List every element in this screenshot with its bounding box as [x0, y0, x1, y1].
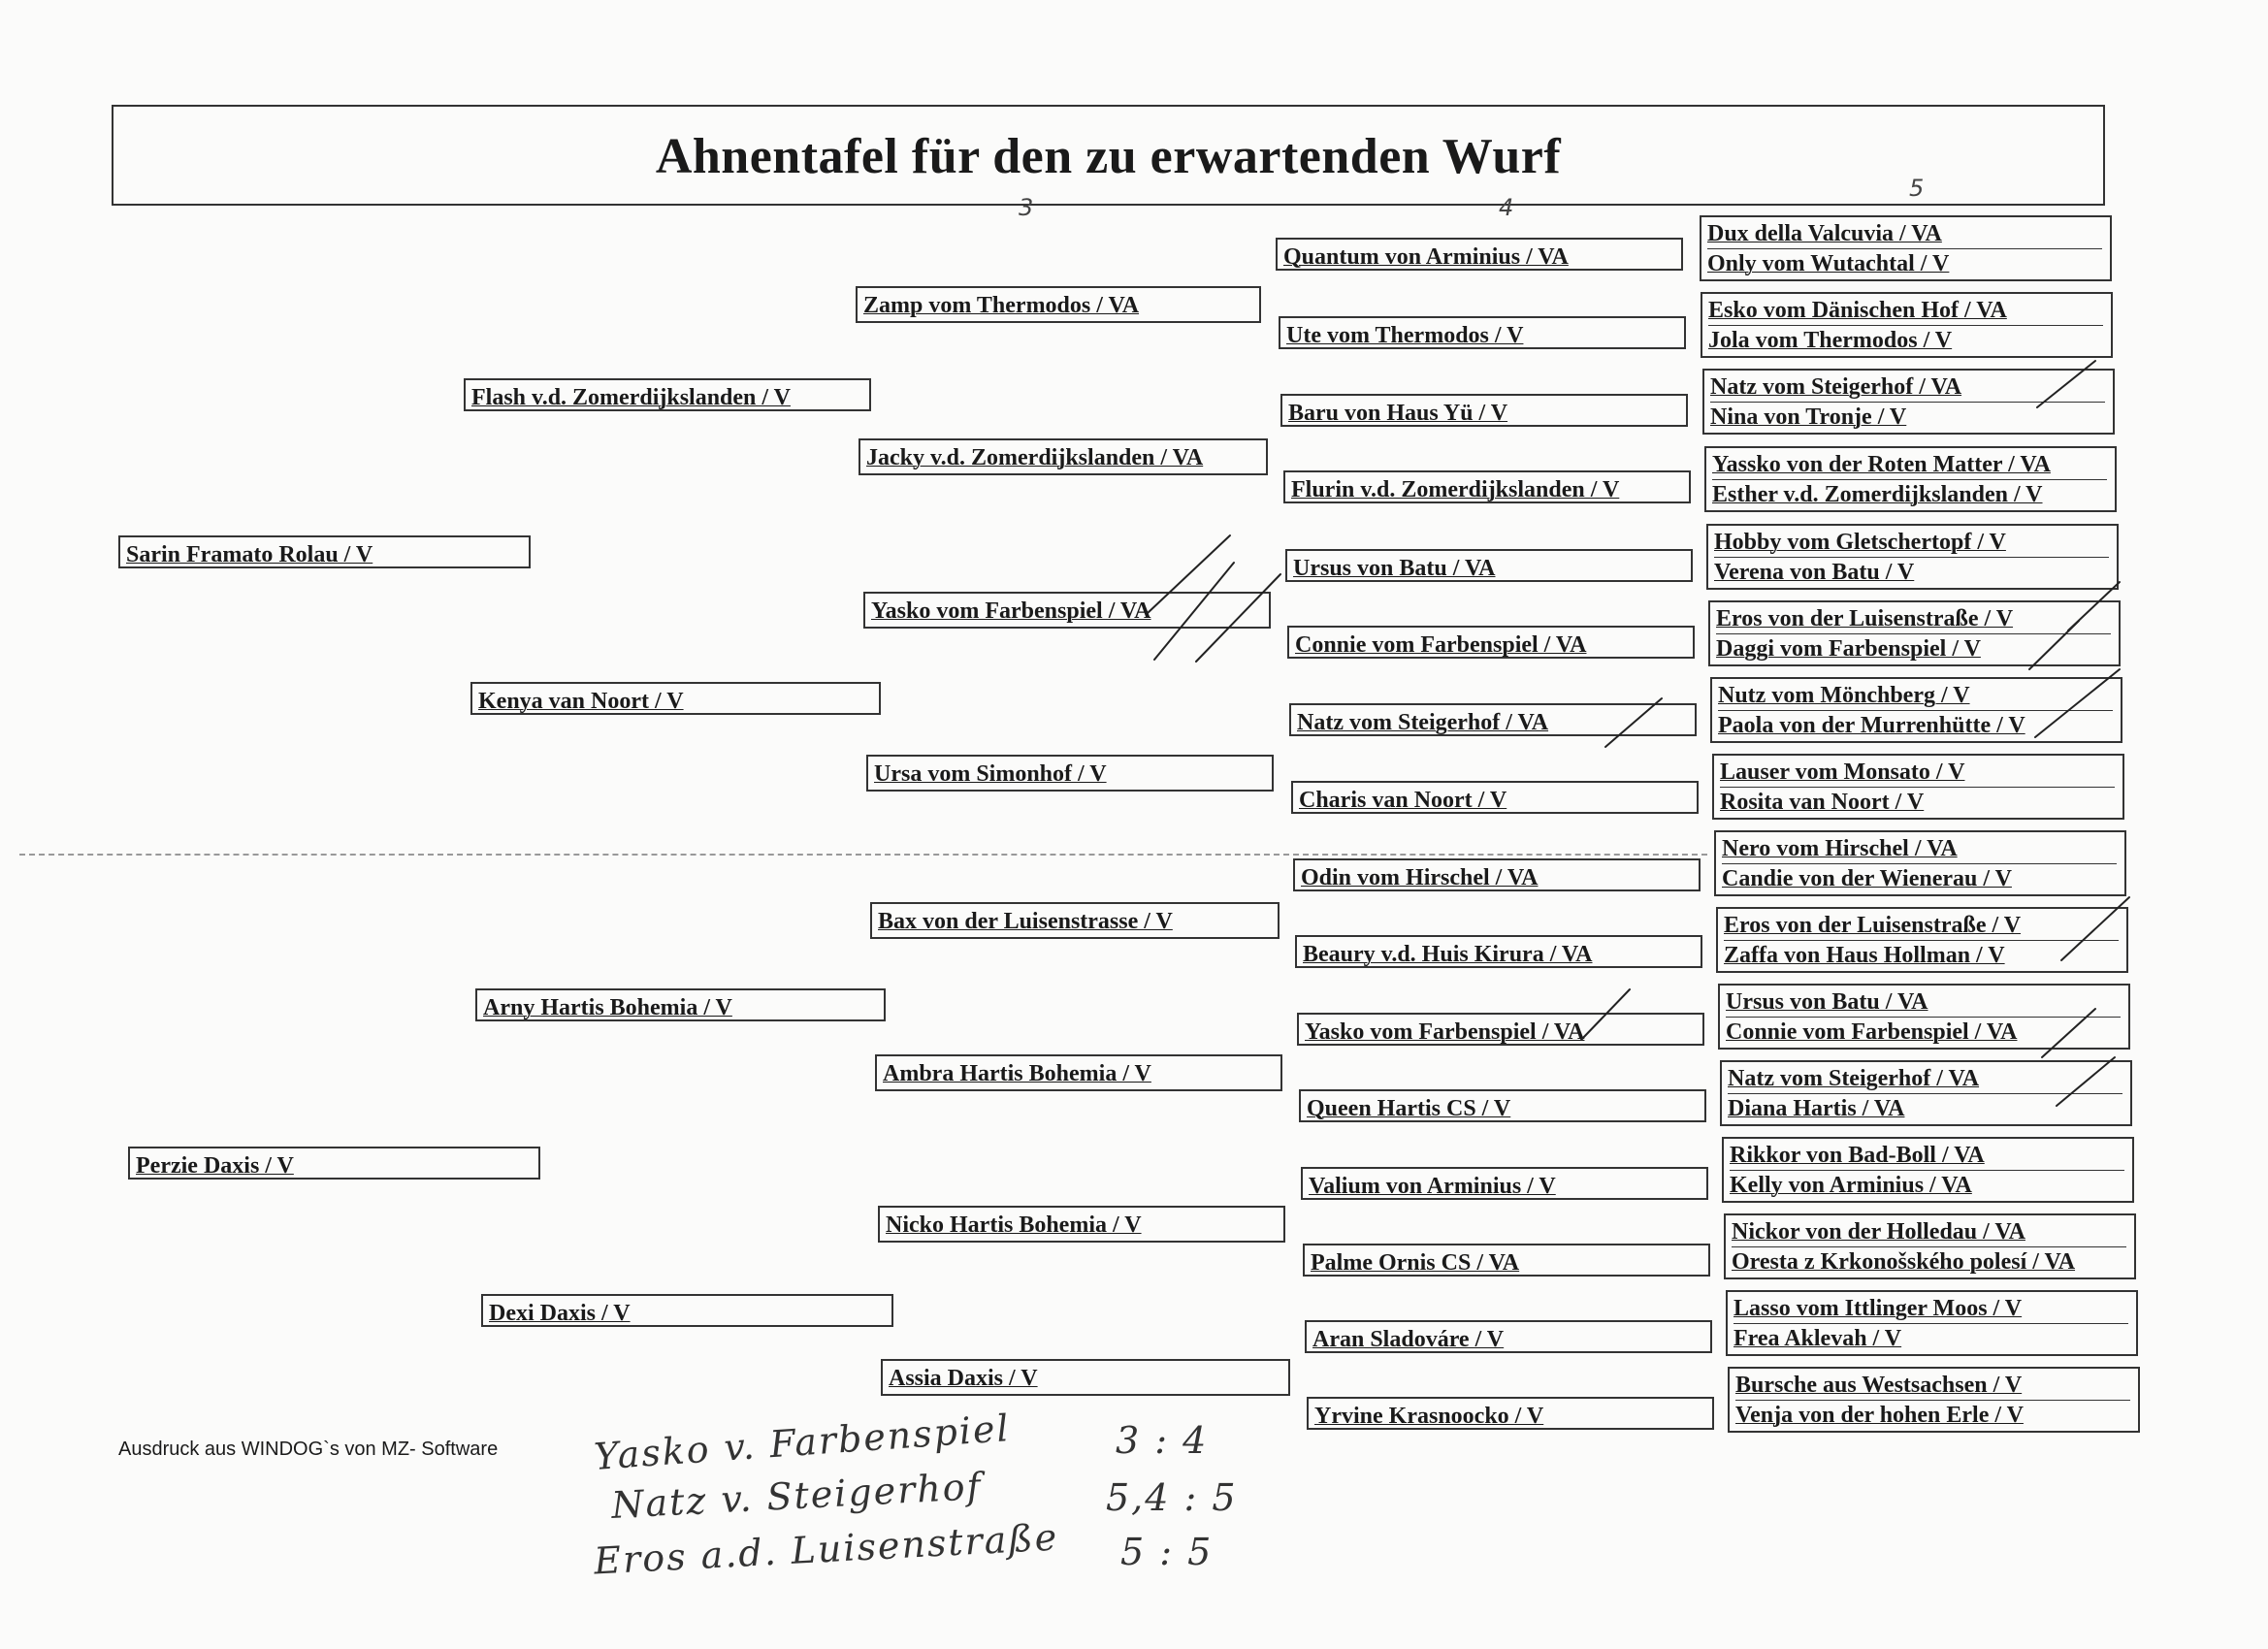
gen4-entry: Quantum von Arminius / VA: [1276, 238, 1683, 271]
gen4-entry: Valium von Arminius / V: [1301, 1167, 1708, 1200]
handwritten-ratio: 5 : 5: [1120, 1531, 1214, 1573]
gen5-pair: Dux della Valcuvia / VA Only vom Wutachtal / V: [1700, 215, 2112, 281]
gen4-entry: Flurin v.d. Zomerdijkslanden / V: [1283, 470, 1691, 503]
gen5-pair: Nutz vom Mönchberg / V Paola von der Murrenhütte / V: [1710, 677, 2122, 743]
gen2-entry: Dexi Daxis / V: [481, 1294, 893, 1327]
gen5-pair: Natz vom Steigerhof / VA Nina von Tronje / V: [1702, 369, 2115, 435]
gen3-entry: Ambra Hartis Bohemia / V: [875, 1054, 1282, 1091]
gen4-entry: Yrvine Krasnoocko / V: [1307, 1397, 1714, 1430]
gen2-entry: Arny Hartis Bohemia / V: [475, 988, 886, 1021]
gen5-pair: Bursche aus Westsachsen / V Venja von der hohen Erle / V: [1728, 1367, 2140, 1433]
gen1-sire: Sarin Framato Rolau / V: [118, 535, 531, 568]
gen4-entry: Queen Hartis CS / V: [1299, 1089, 1706, 1122]
handwritten-ratio: 5,4 : 5: [1106, 1476, 1238, 1519]
gen5-pair: Hobby vom Gletschertopf / V Verena von Batu / V: [1706, 524, 2119, 590]
gen3-entry: Bax von der Luisenstrasse / V: [870, 902, 1280, 939]
gen3-entry: Jacky v.d. Zomerdijkslanden / VA: [859, 438, 1268, 475]
gen4-entry: Odin vom Hirschel / VA: [1293, 858, 1701, 891]
gen4-entry: Ursus von Batu / VA: [1285, 549, 1693, 582]
software-footer: Ausdruck aus WINDOG`s von MZ- Software: [118, 1439, 499, 1460]
handwritten-note: Eros a.d. Luisenstraße: [593, 1515, 1060, 1583]
gen2-entry: Flash v.d. Zomerdijkslanden / V: [464, 378, 871, 411]
gen5-pair: Rikkor von Bad-Boll / VA Kelly von Arminius / VA: [1722, 1137, 2134, 1203]
column-number-3: 3: [1019, 194, 1034, 221]
gen3-entry: Zamp vom Thermodos / VA: [856, 286, 1261, 323]
gen4-entry: Natz vom Steigerhof / VA: [1289, 703, 1697, 736]
gen3-entry: Ursa vom Simonhof / V: [866, 755, 1274, 792]
handwritten-ratio: 3 : 4: [1116, 1419, 1209, 1462]
gen5-pair: Esko vom Dänischen Hof / VA Jola vom Thermodos / V: [1701, 292, 2113, 358]
handwritten-note: Yasko v. Farbenspiel: [592, 1406, 1012, 1478]
gen3-entry: Assia Daxis / V: [881, 1359, 1290, 1396]
gen3-entry: Nicko Hartis Bohemia / V: [878, 1206, 1285, 1243]
handwritten-note: Natz v. Steigerhof: [610, 1465, 984, 1527]
gen5-pair: Lauser vom Monsato / V Rosita van Noort / V: [1712, 754, 2124, 820]
gen5-pair: Ursus von Batu / VA Connie vom Farbenspiel / VA: [1718, 984, 2130, 1050]
gen5-pair: Yassko von der Roten Matter / VA Esther v.d. Zomerdijkslanden / V: [1704, 446, 2117, 512]
gen5-pair: Nero vom Hirschel / VA Candie von der Wienerau / V: [1714, 830, 2126, 896]
gen4-entry: Baru von Haus Yü / V: [1280, 394, 1688, 427]
gen5-pair: Lasso vom Ittlinger Moos / V Frea Aklevah / V: [1726, 1290, 2138, 1356]
gen2-entry: Kenya van Noort / V: [470, 682, 881, 715]
gen4-entry: Charis van Noort / V: [1291, 781, 1699, 814]
gen5-pair: Natz vom Steigerhof / VA Diana Hartis / VA: [1720, 1060, 2132, 1126]
gen5-pair: Eros von der Luisenstraße / V Zaffa von Haus Hollman / V: [1716, 907, 2128, 973]
gen4-entry: Connie vom Farbenspiel / VA: [1287, 626, 1695, 659]
gen4-entry: Aran Sladováre / V: [1305, 1320, 1712, 1353]
gen4-entry: Yasko vom Farbenspiel / VA: [1297, 1013, 1704, 1046]
gen3-entry: Yasko vom Farbenspiel / VA: [863, 592, 1271, 629]
gen1-dam: Perzie Daxis / V: [128, 1147, 540, 1180]
gen4-entry: Palme Ornis CS / VA: [1303, 1244, 1710, 1277]
column-number-5: 5: [1909, 175, 1925, 202]
column-number-4: 4: [1499, 194, 1514, 221]
gen5-pair: Eros von der Luisenstraße / V Daggi vom Farbenspiel / V: [1708, 600, 2121, 666]
gen4-entry: Beaury v.d. Huis Kirura / VA: [1295, 935, 1702, 968]
gen4-entry: Ute vom Thermodos / V: [1279, 316, 1686, 349]
page-title: Ahnentafel für den zu erwartenden Wurf: [655, 129, 1562, 184]
gen5-pair: Nickor von der Holledau / VA Oresta z Krkonošského polesí / VA: [1724, 1213, 2136, 1279]
